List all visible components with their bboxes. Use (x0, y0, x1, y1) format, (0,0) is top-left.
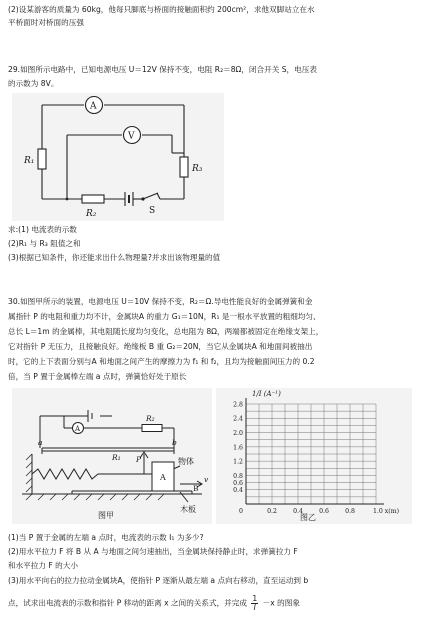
x-tick-label: 0.6 (319, 508, 329, 515)
x-tick-label: 0.2 (267, 508, 277, 515)
q29-line1: 29.如图所示电路中，已知电源电压 U＝12V 保持不变，电阻 R₂＝8Ω，闭合开关 S，电压表 (8, 65, 317, 74)
x-tick-label: 0.4 (293, 508, 303, 515)
q30-ask2b: 和水平拉力 F 的大小 (8, 561, 78, 570)
fraction-numerator: 1 (252, 594, 258, 603)
x-tick-label: 0 (239, 508, 243, 515)
label-r2: R₂ (86, 209, 97, 219)
label-switch: S (149, 206, 156, 216)
y-tick-label: 0.6 (233, 479, 243, 487)
y-tick-label: 2.8 (233, 401, 243, 409)
y-tick-label: 0.4 (233, 487, 243, 495)
q30-line3: 总长 L＝1m 的金属棒，其电阻随长度均匀变化，总电阻为 8Ω，两端都被固定在绝缘支架上， (8, 327, 324, 336)
q30-ask3b-text: 点，试求出电流表的示数和指针 P 移动的距离 x 之间的关系式，并完成 (8, 598, 247, 608)
fraction-one-over-i (251, 595, 258, 612)
label-r1-jia: R₁ (112, 453, 121, 462)
q30-graph-svg (216, 388, 412, 524)
label-a-end: a (38, 438, 43, 447)
q28-part2-line1: (2)设某游客的质量为 60kg，他每只脚底与桥面的接触面积约 200cm²，求他双脚站立在水 (8, 5, 315, 14)
q30-line2: 属指针 P 的电阻和重力均不计，金属块A 的重力 G₁＝10N，R₁ 是一根水平放置的粗细均匀、 (8, 312, 321, 321)
q29-ask2: (2)R₁ 与 R₃ 阻值之和 (8, 239, 81, 248)
label-r3: R₃ (192, 164, 203, 174)
figure-yi-caption: 图乙 (300, 513, 316, 522)
label-object: 物体 (178, 457, 194, 466)
label-b-end: b (172, 438, 177, 447)
y-tick-label: 1.6 (233, 444, 243, 452)
label-r1: R₁ (24, 156, 35, 166)
q30-figure-jia (12, 388, 212, 524)
fraction-denominator: I (253, 602, 256, 612)
q30-line5: 时，它的上下表面分别与A 和地面之间产生的摩擦力为 f₁ 和 f₂，且均为接触面间压力的 0.2 (8, 357, 315, 366)
label-velocity: v (204, 475, 209, 484)
q30-ask3a: (3)用水平向右的拉力拉动金属块A，使指针 P 逐渐从最左端 a 点向右移动，直至运动到 b (8, 576, 309, 585)
label-p: P (136, 455, 142, 464)
label-wood-board: 木板 (180, 505, 196, 514)
q30-ask2a: (2)用水平拉力 F 将 B 从 A 与地面之间匀速抽出，当金属块保持静止时，求弹簧拉力 F (8, 547, 298, 556)
q28-part2-line2: 平桥面时对桥面的压强 (8, 18, 84, 27)
q29-line2: 的示数为 8V。 (8, 79, 59, 88)
y-tick-label: 2.4 (233, 415, 243, 423)
q29-circuit-figure (12, 93, 224, 221)
graph-y-label: 1/I (A⁻¹) (252, 390, 281, 398)
x-tick-label: 0.8 (345, 508, 355, 515)
q29-ask1: 求:(1) 电流表的示数 (8, 225, 77, 234)
ammeter-symbol-jia: A (75, 425, 81, 433)
y-tick-label: 1.2 (233, 458, 243, 466)
q29-ask3: (3)根据已知条件，你还能求出什么物理量?并求出该物理量的值 (8, 253, 221, 262)
x-tick-label: 1.0 x(m) (373, 508, 399, 515)
q30-line4: 它对指针 P 无压力，且接触良好。绝缘板 B 重 G₂＝20N，当它从金属块A 和地面间被抽出 (8, 342, 313, 351)
q30-apparatus-svg (12, 388, 212, 524)
label-r2-jia: R₂ (146, 414, 155, 423)
q30-line6: 倍，当 P 置于金属棒左端 a 点时，弹簧恰好处于原长 (8, 372, 187, 381)
figure-jia-caption: 图甲 (98, 511, 114, 520)
y-tick-label: 2.0 (233, 429, 243, 437)
q30-figure-yi (216, 388, 412, 524)
ammeter-symbol: A (90, 101, 97, 112)
voltmeter-symbol: V (128, 131, 135, 142)
label-board-b: B (193, 484, 199, 493)
q30-ask3b (8, 595, 416, 612)
q30-line1: 30.如图甲所示的装置，电源电压 U＝10V 保持不变，R₂＝Ω.导电性能良好的金属弹簧和金 (8, 297, 313, 306)
label-block-a: A (160, 473, 166, 482)
q29-circuit-svg (12, 93, 224, 221)
y-tick-label: 0.8 (233, 472, 243, 480)
q30-ask1: (1)当 P 置于金属的左端 a 点时，电流表的示数 I₁ 为多少? (8, 533, 204, 542)
q30-ask3b-tail: －x 的图象 (262, 598, 300, 608)
